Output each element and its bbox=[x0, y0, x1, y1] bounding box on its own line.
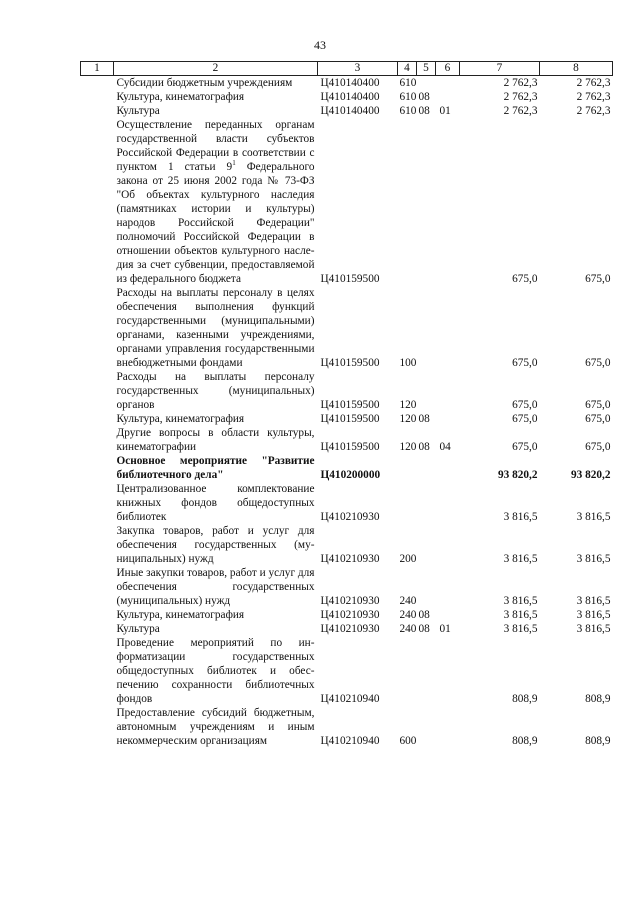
table-row bbox=[81, 412, 613, 426]
row-value-7: 93 820,2 bbox=[497, 469, 538, 481]
row-expense-type bbox=[398, 454, 417, 482]
row-subsection bbox=[436, 482, 460, 524]
row-value-8: 675,0 bbox=[585, 273, 611, 285]
row-expense-type: 120 bbox=[399, 441, 417, 453]
row-value-8: 3 816,5 bbox=[576, 609, 611, 621]
row-code: Ц410159500 bbox=[320, 357, 380, 369]
table-row bbox=[81, 524, 613, 566]
row-name: Проведение мероприятий по информатизации государственных общедоступных библиотек и обеспечению сохранности библиотечных фондов bbox=[116, 637, 315, 705]
table-row bbox=[81, 622, 613, 636]
row-value-7: 675,0 bbox=[512, 441, 538, 453]
table-row bbox=[81, 76, 613, 91]
row-expense-type: 240 bbox=[399, 623, 417, 635]
row-code: Ц410140400 bbox=[320, 91, 380, 103]
row-name: Субсидии бюджетным учреждениям bbox=[116, 77, 293, 89]
row-subsection: 01 bbox=[439, 105, 451, 117]
row-value-7: 808,9 bbox=[512, 735, 538, 747]
row-value-7: 675,0 bbox=[512, 413, 538, 425]
row-expense-type bbox=[398, 118, 417, 286]
table-row bbox=[81, 636, 613, 706]
row-number-cell bbox=[81, 524, 114, 566]
column-header-3: 3 bbox=[318, 62, 398, 76]
row-code: Ц410210940 bbox=[320, 693, 380, 705]
row-value-8: 3 816,5 bbox=[576, 595, 611, 607]
row-number-cell bbox=[81, 622, 114, 636]
row-value-8: 675,0 bbox=[585, 441, 611, 453]
row-value-7: 3 816,5 bbox=[503, 609, 538, 621]
column-header-6: 6 bbox=[436, 62, 460, 76]
row-code: Ц410210930 bbox=[320, 609, 380, 621]
row-subsection bbox=[436, 524, 460, 566]
row-number-cell bbox=[81, 412, 114, 426]
row-number-cell bbox=[81, 76, 114, 91]
row-name: Расходы на выплаты персоналу государственных (муниципальных) органов bbox=[116, 371, 315, 411]
row-subsection bbox=[436, 566, 460, 608]
row-name: Централизованное комплектование книжных фондов общедоступных библиотек bbox=[116, 483, 315, 523]
row-value-8: 2 762,3 bbox=[576, 91, 611, 103]
row-section: 08 bbox=[418, 441, 430, 453]
table-row bbox=[81, 706, 613, 748]
row-section bbox=[417, 370, 436, 412]
row-value-7: 808,9 bbox=[512, 693, 538, 705]
row-value-8: 675,0 bbox=[585, 413, 611, 425]
column-header-4: 4 bbox=[398, 62, 417, 76]
row-section bbox=[417, 706, 436, 748]
row-section bbox=[417, 524, 436, 566]
row-subsection: 04 bbox=[439, 441, 451, 453]
row-code: Ц410210940 bbox=[320, 735, 380, 747]
row-number-cell bbox=[81, 608, 114, 622]
row-number-cell bbox=[81, 706, 114, 748]
row-name: Закупка товаров, работ и услуг для обеспечения государственных (муниципальных) нужд bbox=[116, 525, 315, 565]
row-name: Культура, кинематография bbox=[116, 91, 245, 103]
row-number-cell bbox=[81, 482, 114, 524]
table-row bbox=[81, 90, 613, 104]
row-subsection bbox=[436, 286, 460, 370]
row-value-7: 3 816,5 bbox=[503, 623, 538, 635]
column-header-1: 1 bbox=[81, 62, 114, 76]
row-subsection bbox=[436, 454, 460, 482]
column-header-8: 8 bbox=[540, 62, 613, 76]
row-section bbox=[417, 76, 436, 91]
row-subsection bbox=[436, 370, 460, 412]
column-header-5: 5 bbox=[417, 62, 436, 76]
row-section: 08 bbox=[418, 609, 430, 621]
row-subsection bbox=[436, 608, 460, 622]
budget-table bbox=[80, 61, 613, 748]
row-subsection bbox=[436, 636, 460, 706]
row-section: 08 bbox=[418, 413, 430, 425]
column-header-2: 2 bbox=[114, 62, 318, 76]
row-value-7: 675,0 bbox=[512, 357, 538, 369]
row-name: Осуществление переданных органам государственной власти субъектов Российской Федерации в соответствии с пунктом 1 статьи $9^1$ Федерального закона от 25 июня 2002 года № 73-ФЗ "Об объектах культурного наследия (памятниках истории и культуры) народов Российской Федерации" полномочий Российской Федерации в отношении объектов культурного наследия за счет субвенции, предоставляемой из федерального бюджета bbox=[116, 119, 315, 285]
row-code: Ц410159500 bbox=[320, 413, 380, 425]
row-number-cell bbox=[81, 636, 114, 706]
row-section bbox=[417, 286, 436, 370]
row-code: Ц410210930 bbox=[320, 511, 380, 523]
row-number-cell bbox=[81, 426, 114, 454]
row-number-cell bbox=[81, 90, 114, 104]
row-code: Ц410200000 bbox=[320, 469, 381, 481]
row-code: Ц410159500 bbox=[320, 441, 380, 453]
row-expense-type: 120 bbox=[399, 413, 417, 425]
row-number-cell bbox=[81, 454, 114, 482]
row-name: Расходы на выплаты персоналу в целях обеспечения выполнения функций государственными (муниципальными) органами, казенными учреждениями, органами управления государственными внебюджетными фондами bbox=[116, 287, 315, 369]
row-subsection bbox=[436, 412, 460, 426]
table-row bbox=[81, 118, 613, 286]
row-expense-type: 240 bbox=[399, 595, 417, 607]
row-expense-type: 100 bbox=[399, 357, 417, 369]
header-row bbox=[81, 62, 613, 76]
row-subsection bbox=[436, 90, 460, 104]
row-value-8: 675,0 bbox=[585, 399, 611, 411]
column-header-7: 7 bbox=[460, 62, 540, 76]
row-number-cell bbox=[81, 118, 114, 286]
row-section: 08 bbox=[418, 91, 430, 103]
row-expense-type: 600 bbox=[399, 735, 417, 747]
row-name: Культура, кинематография bbox=[116, 413, 245, 425]
row-name: Культура, кинематография bbox=[116, 609, 245, 621]
row-expense-type bbox=[398, 482, 417, 524]
row-value-8: 2 762,3 bbox=[576, 105, 611, 117]
row-value-8: 3 816,5 bbox=[576, 511, 611, 523]
row-value-8: 3 816,5 bbox=[576, 553, 611, 565]
table-header bbox=[81, 62, 613, 76]
row-value-7: 2 762,3 bbox=[503, 91, 538, 103]
table-row bbox=[81, 286, 613, 370]
row-code: Ц410210930 bbox=[320, 595, 380, 607]
row-code: Ц410159500 bbox=[320, 399, 380, 411]
page-number: 43 bbox=[314, 38, 326, 52]
row-code: Ц410159500 bbox=[320, 273, 380, 285]
row-value-8: 93 820,2 bbox=[570, 469, 611, 481]
row-value-7: 675,0 bbox=[512, 399, 538, 411]
row-code: Ц410210930 bbox=[320, 553, 380, 565]
row-section bbox=[417, 454, 436, 482]
row-expense-type: 610 bbox=[399, 105, 417, 117]
row-subsection bbox=[436, 118, 460, 286]
row-subsection: 01 bbox=[439, 623, 451, 635]
table-row bbox=[81, 454, 613, 482]
row-section bbox=[417, 118, 436, 286]
row-name: Культура bbox=[116, 623, 160, 635]
row-value-8: 675,0 bbox=[585, 357, 611, 369]
table-body bbox=[81, 76, 613, 749]
table-row bbox=[81, 566, 613, 608]
row-number-cell bbox=[81, 286, 114, 370]
row-name: Предоставление субсидий бюджетным, автономным учреждениям и иным некоммерческим организациям bbox=[116, 707, 315, 747]
row-section: 08 bbox=[418, 105, 430, 117]
row-value-8: 2 762,3 bbox=[576, 77, 611, 89]
row-value-7: 675,0 bbox=[512, 273, 538, 285]
row-expense-type: 200 bbox=[399, 553, 417, 565]
row-value-7: 2 762,3 bbox=[503, 105, 538, 117]
row-expense-type: 240 bbox=[399, 609, 417, 621]
row-value-7: 3 816,5 bbox=[503, 595, 538, 607]
row-value-7: 3 816,5 bbox=[503, 553, 538, 565]
row-expense-type: 610 bbox=[399, 91, 417, 103]
row-value-8: 808,9 bbox=[585, 735, 611, 747]
table-row bbox=[81, 426, 613, 454]
row-value-8: 808,9 bbox=[585, 693, 611, 705]
row-number-cell bbox=[81, 566, 114, 608]
table-row bbox=[81, 608, 613, 622]
table-row bbox=[81, 104, 613, 118]
row-section bbox=[417, 482, 436, 524]
row-name: Основное мероприятие "Развитие библиотечного дела" bbox=[116, 455, 315, 481]
row-subsection bbox=[436, 76, 460, 91]
row-code: Ц410140400 bbox=[320, 77, 380, 89]
row-code: Ц410210930 bbox=[320, 623, 380, 635]
table-row bbox=[81, 370, 613, 412]
row-value-7: 2 762,3 bbox=[503, 77, 538, 89]
row-code: Ц410140400 bbox=[320, 105, 380, 117]
row-name: Другие вопросы в области культуры, кинематографии bbox=[116, 427, 315, 453]
row-expense-type bbox=[398, 636, 417, 706]
row-number-cell bbox=[81, 370, 114, 412]
row-expense-type: 120 bbox=[399, 399, 417, 411]
row-section: 08 bbox=[418, 623, 430, 635]
row-name: Культура bbox=[116, 105, 160, 117]
footnote-superscript: 1 bbox=[232, 159, 236, 168]
row-section bbox=[417, 636, 436, 706]
row-value-8: 3 816,5 bbox=[576, 623, 611, 635]
row-number-cell bbox=[81, 104, 114, 118]
row-section bbox=[417, 566, 436, 608]
row-name: Иные закупки товаров, работ и услуг для обеспечения государственных (муниципальных) нужд bbox=[116, 567, 315, 607]
row-expense-type: 610 bbox=[399, 77, 417, 89]
row-subsection bbox=[436, 706, 460, 748]
table-row bbox=[81, 482, 613, 524]
row-value-7: 3 816,5 bbox=[503, 511, 538, 523]
